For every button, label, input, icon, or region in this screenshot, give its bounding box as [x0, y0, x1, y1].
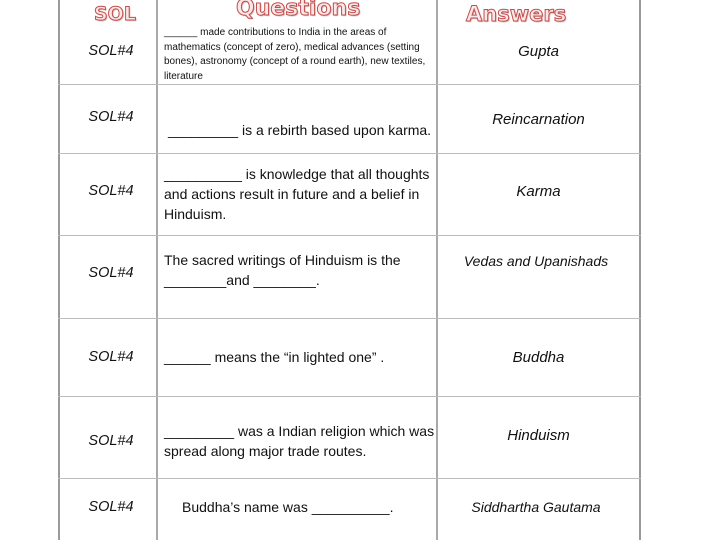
question-text: The sacred writings of Hinduism is the ________and ________.: [164, 251, 401, 288]
question-text: _________ was a Indian religion which was spread along major trade routes.: [164, 422, 435, 459]
answer-cell: Hinduism: [507, 426, 570, 444]
question-text: ______ made contributions to India in the areas of mathematics (concept of zero), medical advances (setting bones), astronomy (concept of a round earth), new textiles, literature: [164, 27, 426, 82]
row-divider: [58, 318, 641, 319]
question-text: __________ is knowledge that all thoughts and actions result in future and a belief in Hinduism.: [164, 165, 430, 223]
answer-cell: Karma: [516, 182, 561, 200]
answer-cell: Gupta: [518, 42, 559, 60]
question-cell: [164, 26, 436, 84]
question-cell: [164, 486, 436, 528]
answer-cell: [436, 486, 636, 528]
sol-cell: SOL#4: [88, 349, 134, 365]
header-sol: SOL: [94, 3, 136, 25]
table-border-right: [639, 0, 641, 540]
question-cell: [164, 246, 436, 294]
question-text: _________ is a rebirth based upon karma.: [168, 121, 432, 138]
header-questions: Questions: [236, 0, 361, 21]
header-answers: Answers: [466, 2, 567, 26]
question-cell: [164, 336, 436, 378]
answer-cell: [436, 240, 636, 282]
row-divider: [58, 84, 641, 85]
answer-cell: Buddha: [512, 348, 565, 366]
row-divider: [58, 478, 641, 479]
sol-cell: SOL#4: [88, 43, 134, 59]
sol-cell: SOL#4: [88, 183, 134, 199]
question-cell: [164, 158, 436, 230]
answer-text: Siddhartha Gautama: [471, 499, 601, 515]
answer-text: Vedas and Upanishads: [463, 253, 609, 269]
sol-cell: SOL#4: [88, 265, 134, 281]
row-divider: [58, 396, 641, 397]
sol-cell: SOL#4: [88, 499, 134, 515]
question-text: Buddha’s name was __________.: [182, 498, 394, 515]
sol-cell: SOL#4: [88, 433, 134, 449]
question-cell: [164, 406, 436, 476]
question-cell: [164, 104, 440, 156]
row-divider: [58, 235, 641, 236]
sol-cell: SOL#4: [88, 109, 134, 125]
answer-cell: Reincarnation: [492, 110, 585, 128]
question-text: ______ means the “in lighted one” .: [164, 348, 385, 365]
